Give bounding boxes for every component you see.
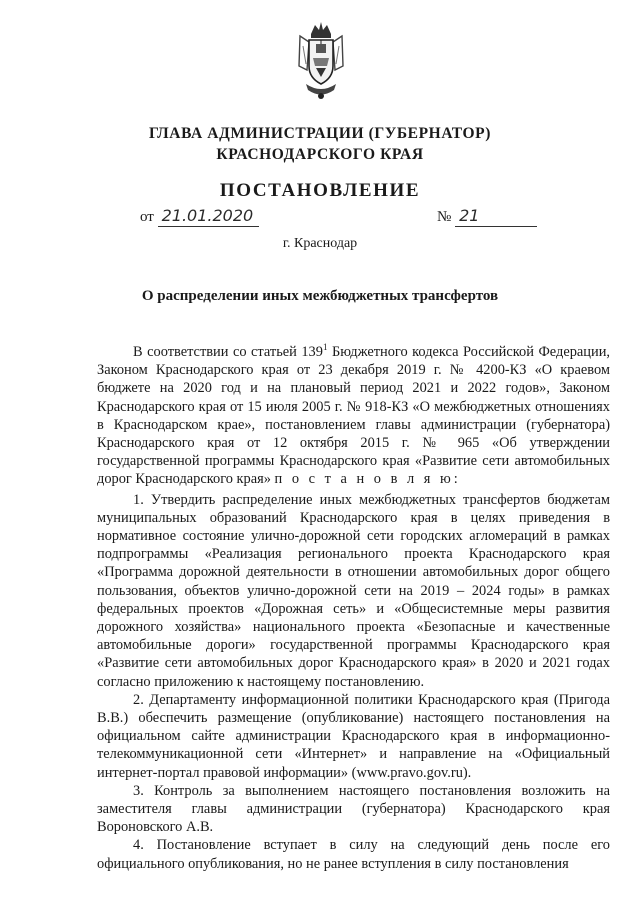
preamble-text-main: Бюджетного кодекса Российской Федерации, Законом Краснодарского края от 23 декабря 2019 г. № 4200-КЗ «О краевом бюджете на 2020 год и на плановый период 2021 и 2022 годов», Законом Краснодарского края от 15 июля 2005 г. № 918-КЗ «О межбюджетных отношениях в Краснодарском крае», постановлением главы администрации (губернатора) Краснодарского края от 12 октября 2015 г. № 965 «Об утверждении государственной программы Краснодарского края «Развитие сети автомобильных дорог Краснодарского края» bbox=[97, 344, 610, 488]
document-type: ПОСТАНОВЛЕНИЕ bbox=[219, 180, 421, 201]
decree-word: п о с т а н о в л я ю: bbox=[274, 471, 461, 488]
issuer-line-1: ГЛАВА АДМИНИСТРАЦИИ (ГУБЕРНАТОР) bbox=[149, 125, 491, 142]
date-field bbox=[140, 206, 259, 227]
document-subject: О распределении иных межбюджетных трансфертов bbox=[141, 288, 499, 304]
number-value: 21 bbox=[455, 206, 537, 227]
preamble-text-start: В соответствии со статьей 139 bbox=[133, 344, 323, 360]
date-value: 21.01.2020 bbox=[158, 206, 260, 227]
date-prefix: от bbox=[140, 209, 154, 225]
issuer-line-2: КРАСНОДАРСКОГО КРАЯ bbox=[216, 146, 424, 163]
coat-of-arms-icon bbox=[294, 20, 348, 102]
number-field bbox=[437, 206, 537, 227]
paragraph-1: 1. Утвердить распределение иных межбюджетных трансфертов бюджетам муниципальных образований Краснодарского края в целях приведения в нормативное состояние улично-дорожной сети городских агломераций в рамках подпрограммы «Реализация регионального проекта Краснодарского края «Программа дорожной деятельности в отношении автомобильных дорог общего пользования, объектов улично-дорожной сети на 2019 – 2024 годы» в рамках федеральных проектов «Дорожная сеть» и «Общесистемные меры развития дорожного хозяйства» национального проекта «Безопасные и качественные автомобильные дороги» государственной программы Краснодарского края «Развитие сети автомобильных дорог Краснодарского края» в 2020 и 2021 годах согласно приложению к настоящему постановлению. bbox=[97, 491, 610, 690]
number-prefix: № bbox=[437, 209, 452, 225]
document-body bbox=[97, 343, 610, 873]
preamble-paragraph bbox=[97, 343, 610, 489]
paragraph-2: 2. Департаменту информационной политики Краснодарского края (Пригода В.В.) обеспечить размещение (опубликование) настоящего постановления на официальном сайте администрации Краснодарского края в информационно-телекоммуникационной сети «Интернет» и направление на «Официальный интернет-портал правовой информации» (www.pravo.gov.ru). bbox=[97, 691, 610, 781]
paragraph-4: 4. Постановление вступает в силу на следующий день после его официального опубликования, но не ранее вступления в силу постановления bbox=[97, 837, 610, 872]
paragraph-3: 3. Контроль за выполнением настоящего постановления возложить на заместителя главы администрации (губернатора) Краснодарского края Вороновского А.В. bbox=[97, 782, 610, 836]
article-superscript: 1 bbox=[322, 342, 328, 353]
city-label: г. Краснодар bbox=[282, 236, 358, 251]
